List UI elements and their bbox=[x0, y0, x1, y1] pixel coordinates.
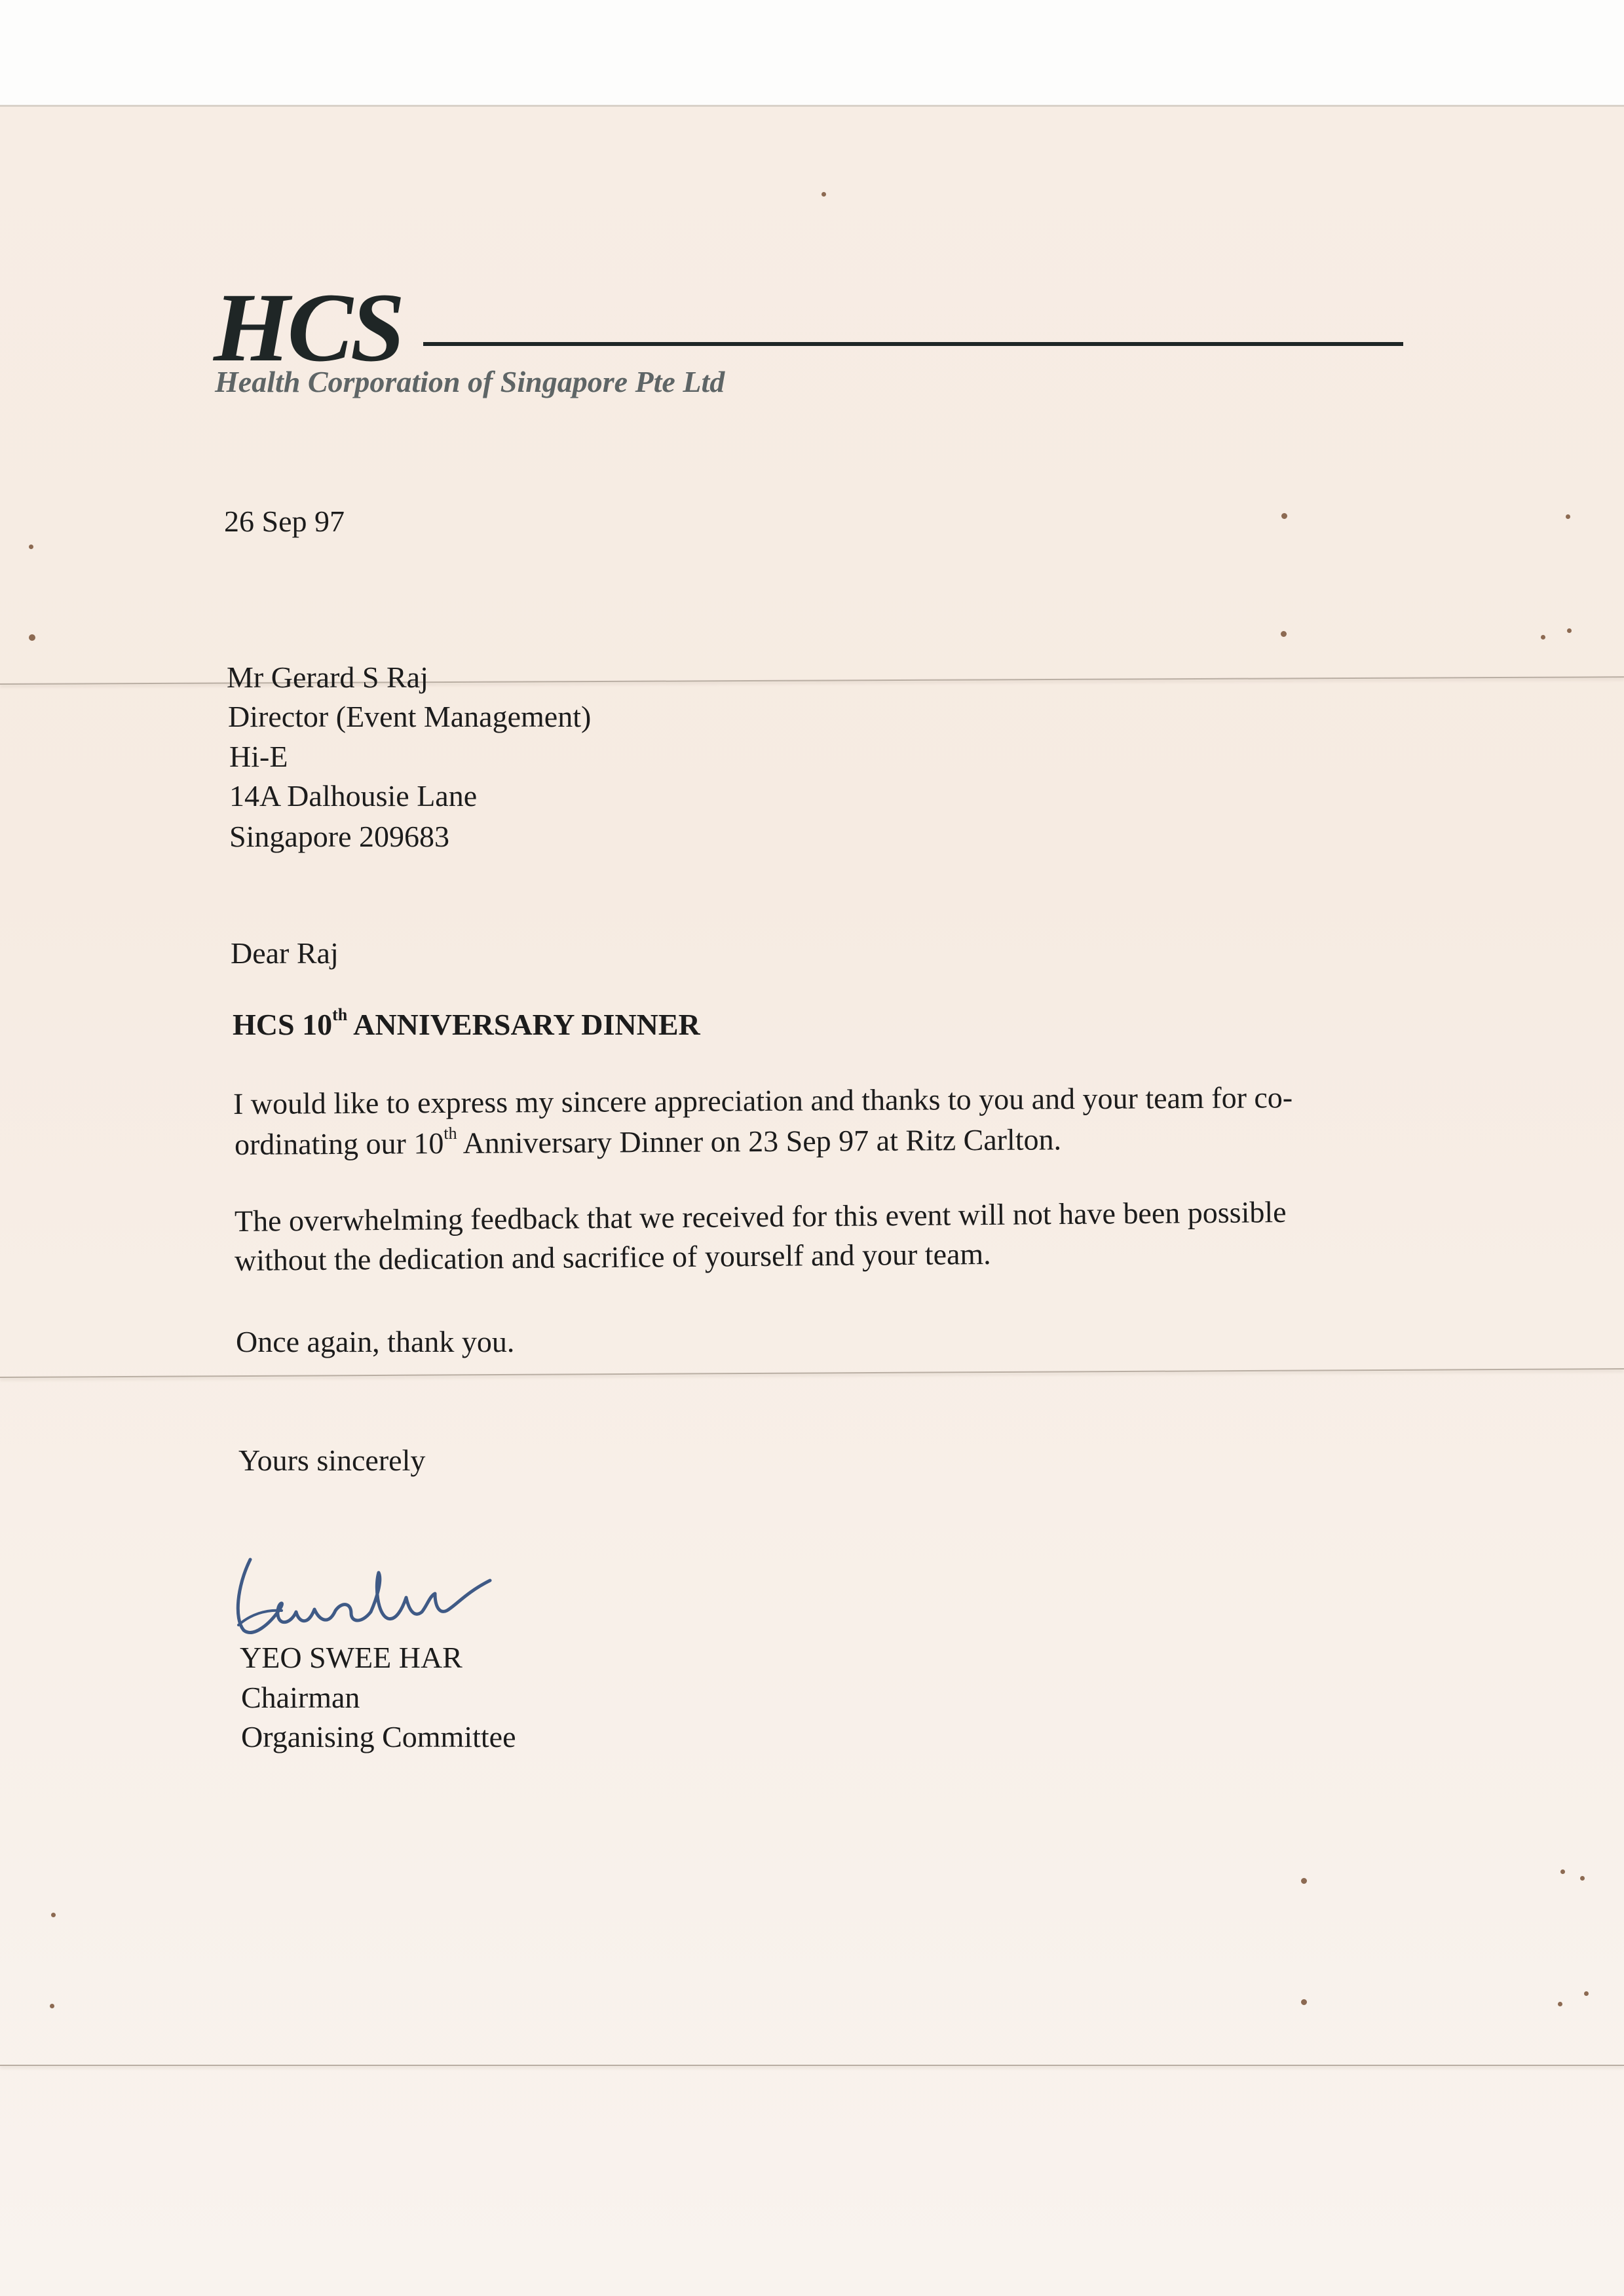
body-line-prefix: ordinating our 10 bbox=[234, 1126, 444, 1161]
paper-speck bbox=[1301, 1878, 1307, 1884]
body-line: I would like to express my sincere appreciation and thanks to you and your team for co- bbox=[233, 1081, 1293, 1120]
paper-speck bbox=[1560, 1869, 1565, 1874]
company-name: Health Corporation of Singapore Pte Ltd bbox=[215, 365, 725, 398]
signatory-role: Chairman bbox=[241, 1681, 360, 1714]
body-line: without the dedication and sacrifice of yourself and your team. bbox=[234, 1236, 991, 1277]
paper-speck bbox=[1580, 1876, 1585, 1881]
subject-line bbox=[233, 1004, 700, 1045]
paper-speck bbox=[51, 1913, 56, 1917]
paper-speck bbox=[1281, 513, 1287, 519]
handwritten-signature bbox=[231, 1546, 532, 1645]
paper-speck bbox=[1301, 1999, 1307, 2005]
body-line bbox=[235, 1119, 1061, 1165]
recipient-name: Mr Gerard S Raj bbox=[227, 660, 428, 694]
signatory-committee: Organising Committee bbox=[241, 1720, 516, 1753]
body-paragraph-3: Once again, thank you. bbox=[236, 1325, 515, 1358]
subject-superscript: th bbox=[332, 1005, 348, 1024]
body-line: The overwhelming feedback that we received for this event will not have been possible bbox=[234, 1195, 1287, 1238]
letter-date: 26 Sep 97 bbox=[224, 505, 345, 538]
paper-speck bbox=[1567, 628, 1572, 633]
subject-suffix: ANNIVERSARY DINNER bbox=[347, 1008, 700, 1041]
recipient-city: Singapore 209683 bbox=[229, 820, 450, 853]
body-line-superscript: th bbox=[444, 1123, 457, 1143]
body-line-suffix: Anniversary Dinner on 23 Sep 97 at Ritz Carlton. bbox=[457, 1122, 1062, 1160]
paper-speck bbox=[821, 192, 826, 197]
recipient-title: Director (Event Management) bbox=[228, 700, 592, 733]
paper-speck bbox=[50, 2004, 54, 2008]
scan-background bbox=[0, 0, 1624, 110]
paper-speck bbox=[1566, 514, 1570, 519]
recipient-street: 14A Dalhousie Lane bbox=[229, 779, 478, 813]
company-logo: HCS bbox=[214, 273, 403, 382]
paper-speck bbox=[29, 545, 33, 549]
paper-speck bbox=[1541, 635, 1545, 640]
closing: Yours sincerely bbox=[238, 1444, 426, 1477]
paper-speck bbox=[1281, 631, 1287, 637]
fold-crease bbox=[0, 2065, 1624, 2066]
paper-speck bbox=[1584, 1991, 1589, 1996]
paper-speck bbox=[1558, 2002, 1562, 2006]
signatory-name: YEO SWEE HAR bbox=[240, 1641, 463, 1674]
salutation: Dear Raj bbox=[231, 936, 339, 970]
fold-crease bbox=[0, 1368, 1624, 1378]
subject-prefix: HCS 10 bbox=[233, 1008, 333, 1041]
recipient-company: Hi-E bbox=[229, 740, 288, 773]
letterhead-rule bbox=[423, 342, 1403, 346]
paper-speck bbox=[29, 634, 35, 641]
